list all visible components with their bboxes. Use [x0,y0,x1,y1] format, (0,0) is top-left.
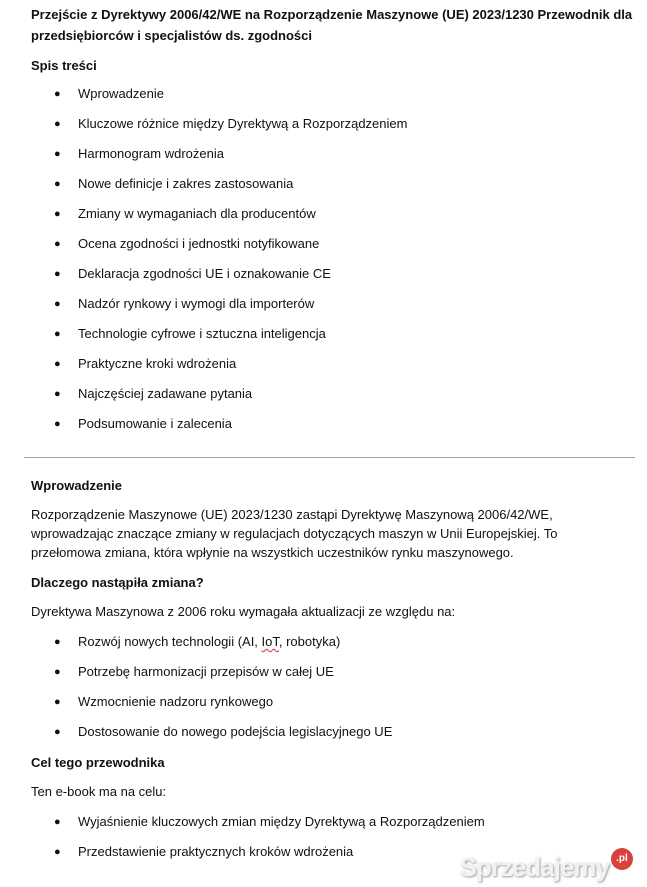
bullet-icon: ● [54,418,61,430]
why-text: Dyrektywa Maszynowa z 2006 roku wymagała aktualizacji ze względu na: [31,604,456,619]
goal-heading: Cel tego przewodnika [31,755,165,770]
intro-line: przełomowa zmiana, która wpłynie na wszystkich uczestników rynku maszynowego. [31,545,514,560]
bullet-icon: ● [54,358,61,370]
bullet-icon: ● [54,118,61,130]
bullet-icon: ● [54,178,61,190]
bullet-icon: ● [54,846,61,858]
bullet-icon: ● [54,666,61,678]
horizontal-divider [24,457,635,458]
watermark-logo: Sprzedajemy [459,852,609,882]
bullet-icon: ● [54,328,61,340]
bullet-icon: ● [54,298,61,310]
bullet-icon: ● [54,388,61,400]
watermark-badge: .pl [611,848,633,870]
document-page: Przejście z Dyrektywy 2006/42/WE na Rozporządzenie Maszynowe (UE) 2023/1230 Przewodnik dla przedsiębiorców i specjalistów ds. zgodności Spis treści ● Wprowadzenie ● Kluczowe różnice między Dyrektywą a Rozporządzeniem ● Harmonogram wdrożenia ● Nowe definicje i zakres zastosowania ● Zmiany w wymaganiach dla producentów ● Ocena zgodności i jednostki notyfikowane ● Deklaracja zgodności UE i oznakowanie CE ● Nadzór rynkowy i wymogi dla importerów ● Technologie cyfrowe i sztuczna inteligencja ● Praktyczne kroki wdrożenia ● Najczęściej zadawane pytania ● Podsumowanie i zalecenia Wprowadzenie Rozporządzenie Maszynowe (UE) 2023/1230 zastąpi Dyrektywę Maszynową 2006/42/WE, wprowadzając znaczące zmiany w regulacjach dotyczących maszyn w Unii Europejskiej. To przełomowa zmiana, która wpłynie na wszystkich uczestników rynku maszynowego. Dlaczego nastąpiła zmiana? Dyrektywa Maszynowa z 2006 roku wymagała aktualizacji ze względu na: ● Rozwój nowych technologii (AI, IoT, robotyka) ● Potrzebę harmonizacji przepisów w całej UE ● Wzmocnienie nadzoru rynkowego ● Dostosowanie do nowego podejścia legislacyjnego UE Cel tego przewodnika Ten e-book ma na celu: ● Wyjaśnienie kluczowych zmian między Dyrektywą a Rozporządzeniem ● Przedstawienie praktycznych kroków wdrożenia Sprzedajemy .pl [0,0,647,887]
goal-text: Ten e-book ma na celu: [31,784,167,799]
watermark [460,852,633,884]
bullet-icon: ● [54,636,61,648]
document-title-line2: przedsiębiorców i specjalistów ds. zgodności [31,28,313,43]
bullet-icon: ● [54,696,61,708]
bullet-icon: ● [54,726,61,738]
bullet-icon: ● [54,268,61,280]
intro-line: Rozporządzenie Maszynowe (UE) 2023/1230 zastąpi Dyrektywę Maszynową 2006/42/WE, [31,507,553,522]
bullet-icon: ● [54,238,61,250]
document-title-line1: Przejście z Dyrektywy 2006/42/WE na Rozporządzenie Maszynowe (UE) 2023/1230 Przewodnik dla [31,7,633,22]
intro-line: wprowadzając znaczące zmiany w regulacjach dotyczących maszyn w Unii Europejskiej. To [31,526,558,541]
bullet-icon: ● [54,816,61,828]
toc-heading: Spis treści [31,58,97,73]
bullet-icon: ● [54,208,61,220]
bullet-icon: ● [54,148,61,160]
why-heading: Dlaczego nastąpiła zmiana? [31,575,204,590]
intro-heading: Wprowadzenie [31,478,123,493]
bullet-icon: ● [54,88,61,100]
spellcheck-flagged-word[interactable]: IoT [261,634,279,649]
